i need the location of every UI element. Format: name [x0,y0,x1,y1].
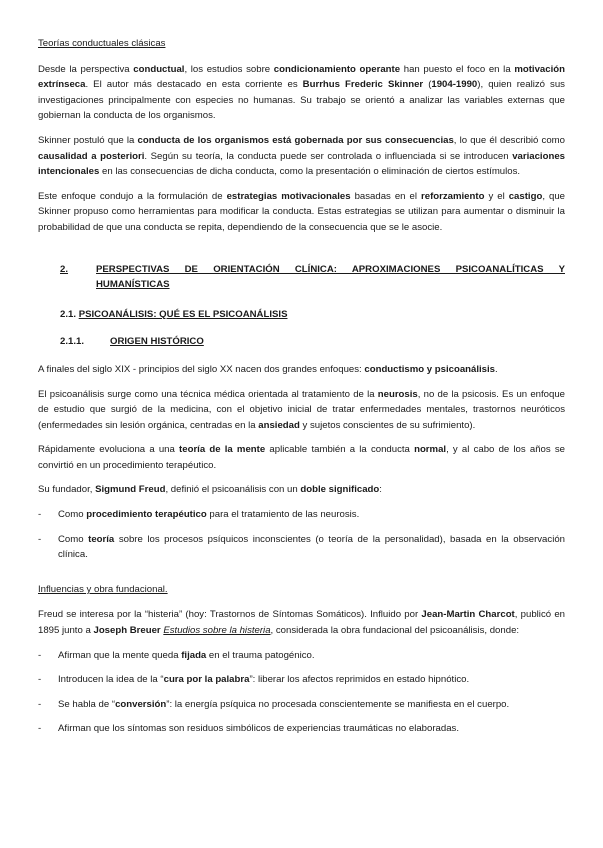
text-run: Se habla de “ [58,698,116,710]
text-run: Este enfoque condujo a la formulación de [38,190,227,202]
bold-term: Jean-Martin Charcot [421,609,515,621]
paragraph [38,189,565,236]
text-run: , definió el psicoanálisis con un [165,484,301,496]
heading-2-1-1: 2.1.1. ORIGEN HISTÓRICO [60,336,204,348]
text-run: ”: liberar los afectos reprimidos en estado hipnótico. [249,674,470,686]
section-title: Teorías conductuales clásicas [38,38,166,49]
text-run: , lo que él describió como [453,134,565,146]
heading-2-1: 2.1. PSICOANÁLISIS: QUÉ ES EL PSICOANÁLISIS [60,308,288,320]
text-run: : [379,484,382,496]
bold-term: Burrhus Frederic Skinner [302,79,424,91]
bold-term: teoría de la mente [179,444,266,456]
bold-term: motivación extrínseca [38,63,565,91]
paragraph [38,607,565,638]
bold-term: castigo [508,190,543,202]
text-run: Afirman que la mente queda [58,649,182,661]
text-run: y sujetos conscientes de su sufrimiento). [299,419,476,431]
text-run: Rápidamente evoluciona a una [38,444,180,456]
text-run: . [495,363,498,375]
bold-term: neurosis [377,388,418,400]
section-title: Influencias y obra fundacional. [38,583,168,595]
list-item [38,507,565,523]
bold-term: reforzamiento [421,190,485,202]
bold-term: estrategias motivacionales [226,190,351,202]
paragraph [38,387,565,434]
bold-term: Sigmund Freud [95,484,166,496]
text-run: Freud se interesa por la “histeria” (hoy: Trastornos de Síntomas Somáticos). Influido por [38,609,422,621]
paragraph [38,482,565,498]
text-run: basadas en el [350,190,421,202]
bold-term: fijada [181,649,207,661]
paragraph [38,362,565,378]
text-run: ), quien realizó sus investigaciones principalmente con especies no humanas. Su trabajo se orientó a analizar las variables externas que gobiernan la conducta de los organismos. [38,79,565,122]
text-run: han puesto el foco en la [400,63,515,75]
text-run: , considerada la obra fundacional del psicoanálisis, donde: [270,625,520,637]
text-run: y el [484,190,509,202]
text-run: sobre los procesos psíquicos inconscientes (o teoría de la personalidad), basada en la observación clínica. [58,533,565,561]
bold-term: condicionamiento operante [273,63,401,75]
list-item [38,532,565,563]
text-run: , y al cabo de los años se convirtió en un procedimiento terapéutico. [38,444,566,471]
bold-term: doble significado [300,484,380,496]
text-run: en las consecuencias de dicha conducta, como la presentación o eliminación de ciertos estímulos. [99,166,521,178]
text-run: para el tratamiento de las neurosis. [206,509,360,521]
bold-term: teoría [88,533,115,545]
text-run: A finales del siglo XIX - principios del siglo XX nacen dos grandes enfoques: [38,363,365,375]
bold-term: ansiedad [258,419,300,431]
text-run: aplicable también a la conducta [265,444,415,456]
bold-term: normal [414,444,447,456]
bold-term: conversión [115,698,167,710]
text-run: . Según su teoría, la conducta puede ser controlada o influenciada si se introducen [144,150,513,162]
text-run: ( [423,79,432,91]
text-run: Como [58,509,87,521]
text-run: Desde la perspectiva [38,63,134,75]
bold-term: cura por la palabra [163,674,250,686]
text-run: , los estudios sobre [184,63,274,75]
text-run: Introducen la idea de la “ [58,674,164,686]
text-run: , no de la psicosis. Es un enfoque de estudio que surgió de la medicina, con el objetivo inicial de tratar enfermedades mentales, trastornos neuróticos (enfermedades sin lesión orgánica, centradas en la [38,388,565,431]
paragraph [38,62,565,124]
bold-term: procedimiento terapéutico [86,509,207,521]
text-run: Afirman que los síntomas son residuos simbólicos de experiencias traumáticas no elaboradas. [58,723,460,735]
paragraph [38,442,565,473]
text-run: Como [58,533,89,545]
list-item [38,721,565,737]
list-item [38,672,565,688]
text-run: El psicoanálisis surge como una técnica médica orientada al tratamiento de la [38,388,378,400]
list-item [38,648,565,664]
bold-term: Joseph Breuer [93,625,161,637]
bold-term: 1904-1990 [431,79,478,91]
paragraph [38,133,565,180]
text-run: ”: la energía psíquica no procesada conscientemente se manifiesta en el cuerpo. [166,698,510,710]
text-run: Su fundador, [38,484,96,496]
book-title: Estudios sobre la histeria [163,625,271,637]
bold-term: conducta de los organismos está gobernada por sus consecuencias [137,134,454,146]
bold-term: conductual [133,63,185,75]
text-run: , que Skinner propuso como herramientas para modificar la conducta. Estas estrategias se utilizan para aumentar o disminuir la probabilidad de que una conducta se repita, dependiendo de la consecuencia que se le asocie. [38,190,565,233]
text-run: en el trauma patogénico. [206,649,315,661]
text-run: . El autor más destacado en esta corriente es [85,79,303,91]
histeria-list [38,648,565,737]
text-run: , publicó en 1895 junto a [38,609,565,637]
bold-term: causalidad a posteriori [38,150,145,162]
bold-term: conductismo y psicoanálisis [364,363,496,375]
heading-2: 2. PERSPECTIVAS DE ORIENTACIÓN CLÍNICA: APROXIMACIONES PSICOANALÍTICAS Y HUMANÍSTICAS [60,263,565,291]
text-run: Skinner postuló que la [38,134,138,146]
bold-term: variaciones intencionales [38,150,565,178]
list-item [38,697,565,713]
doble-significado-list [38,507,565,563]
